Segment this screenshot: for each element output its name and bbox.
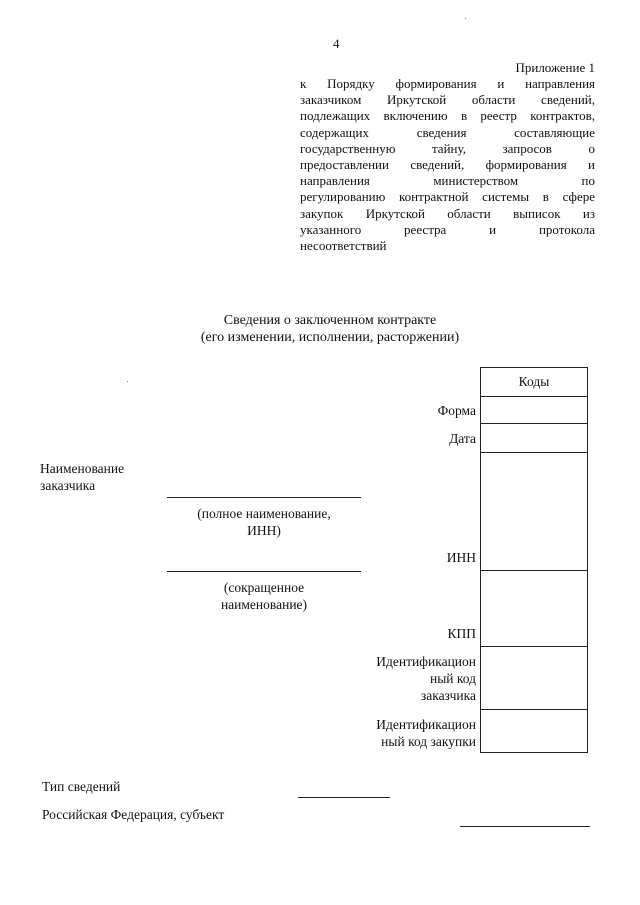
codes-cell-form[interactable] [481,396,587,424]
full-name-caption-line: (полное наименование, [197,506,331,521]
appendix-text [300,76,595,254]
customer-id-label-line: заказчика [420,688,476,703]
codes-table [480,367,588,753]
customer-id-label-line: ный код [430,671,476,686]
customer-id-label-line: Идентификацион [376,654,476,669]
purchase-id-label-line: ный код закупки [381,734,476,749]
document-title-line: Сведения о заключенном контракте [223,313,437,328]
info-type-label: Тип сведений [42,779,121,794]
appendix-line: содержащих сведения составляющие [300,124,595,140]
kpp-label: КПП [447,626,476,641]
customer-name-label [40,460,124,494]
full-name-caption-line: ИНН) [247,523,281,538]
full-name-field[interactable] [167,497,361,498]
appendix-line: предоставлении сведений, формирования и [300,157,595,173]
purchase-id-label [350,716,476,750]
appendix-line: заказчиком Иркутской области сведений, [300,92,595,108]
short-name-field[interactable] [167,571,361,572]
document-subtitle-line: (его изменении, исполнении, расторжении) [200,330,460,345]
appendix-line: государственную тайну, запросов о [300,140,595,156]
appendix-line: указанного реестра и протокола [300,221,595,237]
short-name-caption-line: (сокращенное [223,580,305,595]
short-name-caption [167,579,361,613]
federation-label: Российская Федерация, субъект [42,807,225,822]
document-title [160,312,500,346]
customer-name-label-line: заказчика [40,478,96,493]
purchase-id-label-line: Идентификацион [376,717,476,732]
codes-cell-customer-id[interactable] [481,647,587,710]
appendix-line: направления министерством по [300,173,595,189]
appendix-line: закупок Иркутской области выписок из [300,205,595,221]
appendix-line: регулированию контрактной системы в сфере [300,189,595,205]
date-label: Дата [449,431,476,446]
short-name-caption-line: наименование) [220,597,308,612]
inn-label: ИНН [446,550,476,565]
customer-id-label [350,653,476,704]
info-type-field[interactable] [298,797,390,798]
appendix-line: подлежащих включению в реестр контрактов, [300,108,595,124]
form-label: Форма [437,403,476,418]
codes-cell-kpp[interactable] [481,571,587,647]
appendix-title: Приложение 1 [515,60,595,75]
page-number: 4 [333,36,340,51]
appendix-line: к Порядку формирования и направления [300,76,595,91]
codes-cell-inn[interactable] [481,453,587,571]
codes-cell-date[interactable] [481,424,587,453]
appendix-line: несоответствий [300,238,387,254]
customer-name-label-line: Наименование [40,461,125,476]
federation-field[interactable] [460,826,590,827]
full-name-caption [167,505,361,539]
scan-speck [127,381,128,382]
codes-header: Коды [481,368,587,397]
scan-speck [465,18,466,19]
